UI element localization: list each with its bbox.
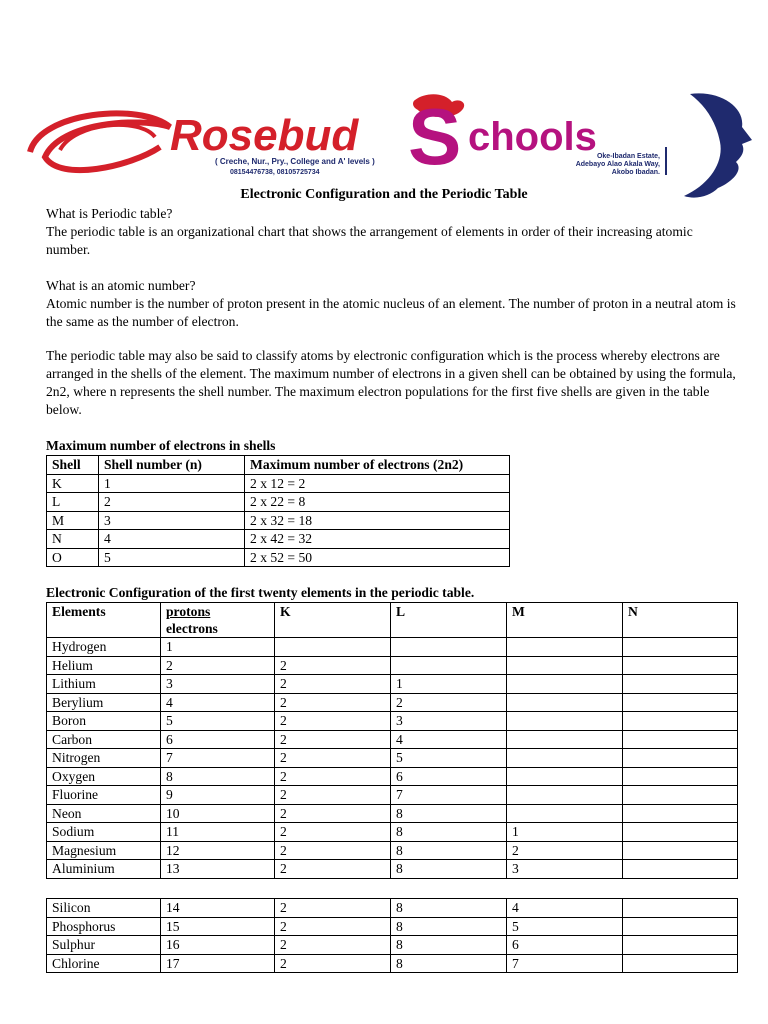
header-max-electrons: Maximum number of electrons (2n2) xyxy=(245,456,510,475)
table-row xyxy=(47,899,738,918)
table-cell: Oxygen xyxy=(47,767,161,786)
table-row xyxy=(47,786,738,805)
header-protons: protons xyxy=(166,604,211,619)
header-elements: Elements xyxy=(47,603,161,638)
table-cell: M xyxy=(47,511,99,530)
logo-s-letter: S xyxy=(408,92,462,181)
table-row xyxy=(47,749,738,768)
table-cell: 12 xyxy=(161,841,275,860)
table-cell: 2 x 32 = 18 xyxy=(245,511,510,530)
table-cell: 4 xyxy=(99,530,245,549)
table-cell: 8 xyxy=(391,936,507,955)
table-cell: 8 xyxy=(391,841,507,860)
table-cell xyxy=(623,749,738,768)
table-cell xyxy=(507,767,623,786)
table-row xyxy=(47,638,738,657)
question-atomic-number: What is an atomic number? xyxy=(46,278,196,293)
header-n: N xyxy=(623,603,738,638)
table-cell: 8 xyxy=(391,917,507,936)
table-cell: 13 xyxy=(161,860,275,879)
table-cell: 7 xyxy=(161,749,275,768)
table-cell: 2 xyxy=(99,493,245,512)
table-row xyxy=(47,954,738,973)
table-cell xyxy=(623,954,738,973)
config-table xyxy=(46,602,738,879)
shells-table xyxy=(46,455,510,567)
table-cell: 6 xyxy=(507,936,623,955)
table-cell: 6 xyxy=(391,767,507,786)
table-cell: 2 xyxy=(275,954,391,973)
table-cell: 5 xyxy=(507,917,623,936)
table-cell: 1 xyxy=(99,474,245,493)
table-cell xyxy=(623,917,738,936)
table-cell: 7 xyxy=(391,786,507,805)
table-cell xyxy=(623,899,738,918)
table-cell: 8 xyxy=(391,899,507,918)
table-row xyxy=(47,860,738,879)
table-cell: 3 xyxy=(507,860,623,879)
logo-tagline-2: 08154476738, 08105725734 xyxy=(230,169,320,176)
table-cell xyxy=(507,693,623,712)
table-cell: Silicon xyxy=(47,899,161,918)
table-cell xyxy=(507,656,623,675)
config-table-continued xyxy=(46,898,738,973)
table-row xyxy=(47,693,738,712)
table-cell: 6 xyxy=(161,730,275,749)
table-cell xyxy=(623,656,738,675)
table-cell xyxy=(623,675,738,694)
table-cell: 3 xyxy=(391,712,507,731)
table-row xyxy=(47,767,738,786)
table-cell xyxy=(623,786,738,805)
table-cell: 1 xyxy=(161,638,275,657)
table-cell: K xyxy=(47,474,99,493)
table-row xyxy=(47,804,738,823)
table-cell xyxy=(507,786,623,805)
question-periodic-table: What is Periodic table? xyxy=(46,206,173,221)
table-cell: Sodium xyxy=(47,823,161,842)
table-cell xyxy=(623,841,738,860)
table-row xyxy=(47,656,738,675)
table-cell: 2 x 52 = 50 xyxy=(245,548,510,567)
table-cell: 2 xyxy=(275,656,391,675)
table-cell: Nitrogen xyxy=(47,749,161,768)
table-cell: O xyxy=(47,548,99,567)
table-row xyxy=(47,530,510,549)
table-cell xyxy=(507,675,623,694)
table-cell: 3 xyxy=(99,511,245,530)
face-silhouette-icon xyxy=(684,93,752,197)
table-cell: 2 xyxy=(275,841,391,860)
table-cell: Fluorine xyxy=(47,786,161,805)
table-cell xyxy=(507,804,623,823)
table-cell xyxy=(391,656,507,675)
answer-atomic-number: Atomic number is the number of proton present in the atomic nucleus of an element. The number of proton in a neutral atom is the same as the number of electron. xyxy=(46,296,736,329)
page-title: Electronic Configuration and the Periodic Table xyxy=(240,187,528,202)
table-cell xyxy=(507,749,623,768)
table-cell: 2 xyxy=(275,730,391,749)
table-cell xyxy=(391,638,507,657)
table-cell: 2 xyxy=(275,917,391,936)
logo-address-3: Akobo Ibadan. xyxy=(611,169,660,176)
table-cell: 2 x 12 = 2 xyxy=(245,474,510,493)
table-cell: 8 xyxy=(391,823,507,842)
logo-address-1: Oke-Ibadan Estate, xyxy=(596,153,660,160)
table-header-row xyxy=(47,456,510,475)
table-cell xyxy=(623,823,738,842)
table-cell xyxy=(623,804,738,823)
table-row xyxy=(47,730,738,749)
table-row xyxy=(47,474,510,493)
table-cell: 2 x 22 = 8 xyxy=(245,493,510,512)
table-cell: Chlorine xyxy=(47,954,161,973)
table-cell: N xyxy=(47,530,99,549)
header-m: M xyxy=(507,603,623,638)
table-cell xyxy=(623,767,738,786)
table-cell: 8 xyxy=(391,860,507,879)
header-l: L xyxy=(391,603,507,638)
table-cell: 2 xyxy=(275,712,391,731)
table-row xyxy=(47,675,738,694)
header-k: K xyxy=(275,603,391,638)
table-row xyxy=(47,936,738,955)
table-row xyxy=(47,917,738,936)
answer-periodic-table: The periodic table is an organizational chart that shows the arrangement of elements in order of their increasing atomic number. xyxy=(46,224,693,257)
table-row xyxy=(47,548,510,567)
table-cell: Carbon xyxy=(47,730,161,749)
table-cell xyxy=(623,860,738,879)
paragraph-electronic-configuration: The periodic table may also be said to classify atoms by electronic configuration which is the process whereby electrons are arranged in the shells of the element. The maximum number of electrons in a given shell can be obtained by using the formula, 2n2, where n represents the shell number. The maximum electron populations for the first five shells are given in the table below. xyxy=(46,348,736,417)
table-cell: 8 xyxy=(391,954,507,973)
table-cell: 16 xyxy=(161,936,275,955)
header-shell: Shell xyxy=(47,456,99,475)
table-cell: Berylium xyxy=(47,693,161,712)
table-cell: 4 xyxy=(507,899,623,918)
table-cell xyxy=(623,638,738,657)
table-cell: 3 xyxy=(161,675,275,694)
table-cell: Neon xyxy=(47,804,161,823)
logo-rosebud-text: Rosebud xyxy=(170,111,359,160)
table-cell: 2 xyxy=(275,823,391,842)
table-cell: 2 xyxy=(275,936,391,955)
header-electrons: electrons xyxy=(166,621,218,636)
table-header-row xyxy=(47,603,738,638)
table-cell: Aluminium xyxy=(47,860,161,879)
table-cell: 1 xyxy=(507,823,623,842)
table-cell: Hydrogen xyxy=(47,638,161,657)
header-protons-electrons xyxy=(161,603,275,638)
logo-divider xyxy=(665,147,667,175)
header-shell-number: Shell number (n) xyxy=(99,456,245,475)
table-cell: Helium xyxy=(47,656,161,675)
table-row xyxy=(47,841,738,860)
table-cell xyxy=(623,693,738,712)
table-cell: 2 xyxy=(275,786,391,805)
table-cell: 2 xyxy=(275,693,391,712)
table-cell: 5 xyxy=(161,712,275,731)
table-cell: L xyxy=(47,493,99,512)
logo-address-2: Adebayo Alao Akala Way, xyxy=(575,161,660,168)
table-cell: 4 xyxy=(161,693,275,712)
table-cell: 4 xyxy=(391,730,507,749)
table-cell: 15 xyxy=(161,917,275,936)
table-cell: 8 xyxy=(161,767,275,786)
table-cell: 2 xyxy=(391,693,507,712)
table-cell xyxy=(623,730,738,749)
logo-swash xyxy=(30,113,170,170)
shells-table-caption: Maximum number of electrons in shells xyxy=(46,438,276,453)
logo-tagline-1: ( Creche, Nur., Pry., College and A' levels ) xyxy=(215,157,375,166)
table-cell xyxy=(507,712,623,731)
table-cell xyxy=(507,730,623,749)
table-cell: Lithium xyxy=(47,675,161,694)
table-cell: Phosphorus xyxy=(47,917,161,936)
table-cell: 2 xyxy=(275,860,391,879)
table-cell xyxy=(275,638,391,657)
table-cell: 10 xyxy=(161,804,275,823)
table-cell: Sulphur xyxy=(47,936,161,955)
table-cell: 2 xyxy=(275,899,391,918)
table-cell: 7 xyxy=(507,954,623,973)
table-cell: 17 xyxy=(161,954,275,973)
table-cell xyxy=(623,712,738,731)
table-cell: 2 x 42 = 32 xyxy=(245,530,510,549)
logo-swash-inner xyxy=(60,125,155,150)
table-cell xyxy=(507,638,623,657)
table-cell: Boron xyxy=(47,712,161,731)
table-cell: 2 xyxy=(507,841,623,860)
table-cell: 2 xyxy=(275,749,391,768)
table-cell: 11 xyxy=(161,823,275,842)
table-row xyxy=(47,823,738,842)
table-cell: 5 xyxy=(391,749,507,768)
table-row xyxy=(47,511,510,530)
table-cell: 8 xyxy=(391,804,507,823)
table-cell: 5 xyxy=(99,548,245,567)
table-cell xyxy=(623,936,738,955)
table-cell: 1 xyxy=(391,675,507,694)
config-table-caption: Electronic Configuration of the first twenty elements in the periodic table. xyxy=(46,585,475,600)
table-row xyxy=(47,493,510,512)
logo-chools-text: chools xyxy=(468,115,597,159)
table-cell: 14 xyxy=(161,899,275,918)
table-cell: 2 xyxy=(161,656,275,675)
table-cell: 2 xyxy=(275,804,391,823)
table-cell: 9 xyxy=(161,786,275,805)
table-cell: 2 xyxy=(275,675,391,694)
table-cell: 2 xyxy=(275,767,391,786)
table-cell: Magnesium xyxy=(47,841,161,860)
table-row xyxy=(47,712,738,731)
